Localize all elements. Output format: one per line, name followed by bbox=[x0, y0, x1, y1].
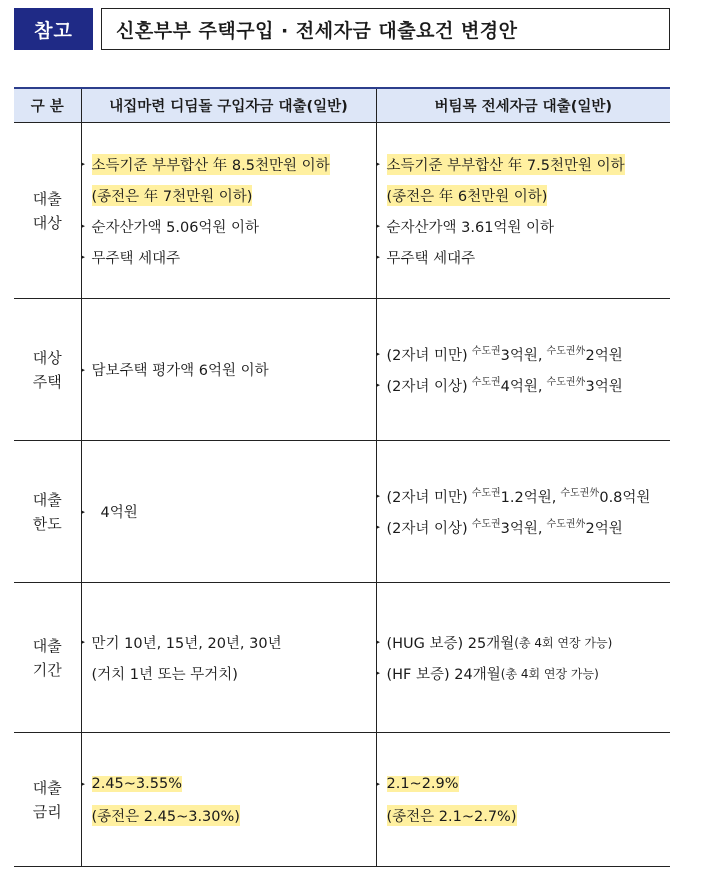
list-item bbox=[377, 481, 671, 512]
list-item bbox=[82, 242, 376, 273]
item-text: (2자녀 미만) bbox=[386, 347, 468, 364]
region-label: 수도권 bbox=[471, 345, 501, 357]
list-item bbox=[377, 769, 671, 800]
highlighted-text: (종전은 年 6천만원 이하) bbox=[387, 185, 548, 206]
list-item bbox=[377, 149, 671, 180]
highlighted-text: 소득기준 부부합산 年 7.5천만원 이하 bbox=[387, 154, 625, 175]
bullet-icon: ▸ bbox=[376, 492, 381, 500]
list-item bbox=[82, 354, 376, 385]
region-label: 수도권外 bbox=[546, 376, 586, 388]
bullet-icon: ▸ bbox=[376, 638, 381, 646]
highlighted-text: 2.1~2.9% bbox=[386, 776, 459, 792]
region-label: 수도권 bbox=[471, 376, 501, 388]
highlighted-text: 2.45~3.55% bbox=[91, 776, 182, 792]
item-text: 순자산가액 5.06억원 이하 bbox=[91, 219, 260, 236]
bullet-icon: ▸ bbox=[376, 350, 381, 358]
item-text: (2자녀 이상) bbox=[386, 378, 468, 395]
item-value: 2억원 bbox=[585, 347, 623, 364]
item-text: 무주택 세대주 bbox=[91, 250, 181, 267]
list-item bbox=[82, 149, 376, 180]
highlighted-text: (종전은 年 7천만원 이하) bbox=[92, 185, 253, 206]
item-text: (2자녀 이상) bbox=[386, 520, 468, 537]
cell-period-jeonse bbox=[376, 583, 670, 733]
column-header-jeonse-loan: 버팀목 전세자금 대출(일반) bbox=[376, 88, 670, 123]
list-item bbox=[82, 180, 376, 211]
region-label: 수도권 bbox=[471, 487, 501, 499]
table-row-rate bbox=[14, 733, 670, 867]
bullet-icon: ▸ bbox=[376, 253, 381, 261]
list-item bbox=[377, 242, 671, 273]
header bbox=[14, 8, 670, 50]
bullet-icon: ▸ bbox=[81, 222, 86, 230]
highlighted-text: 소득기준 부부합산 年 8.5천만원 이하 bbox=[92, 154, 330, 175]
table-row-period bbox=[14, 583, 670, 733]
row-label-line: 대출 bbox=[32, 778, 62, 797]
reference-badge: 참고 bbox=[14, 8, 93, 50]
row-label-rate bbox=[14, 733, 81, 867]
item-text: (거치 1년 또는 무거치) bbox=[91, 666, 238, 683]
cell-rate-purchase bbox=[81, 733, 376, 867]
list-item bbox=[377, 339, 671, 370]
bullet-icon: ▸ bbox=[376, 222, 381, 230]
item-note: (총 4회 연장 가능) bbox=[500, 666, 599, 681]
table-header-row bbox=[14, 88, 670, 123]
item-value: 3억원 bbox=[585, 378, 623, 395]
item-text: 담보주택 평가액 6억원 이하 bbox=[91, 363, 269, 379]
list-item bbox=[377, 370, 671, 401]
item-text: (HF 보증) 24개월 bbox=[386, 666, 501, 683]
row-label-line: 대출 bbox=[32, 636, 62, 655]
list-item bbox=[377, 512, 671, 543]
item-text: (2자녀 미만) bbox=[386, 489, 468, 506]
list-item bbox=[377, 658, 671, 689]
item-note: (총 4회 연장 가능) bbox=[514, 635, 613, 650]
cell-limit-jeonse bbox=[376, 441, 670, 583]
item-text: 만기 10년, 15년, 20년, 30년 bbox=[91, 635, 282, 652]
list-item bbox=[82, 211, 376, 242]
list-item bbox=[377, 800, 671, 831]
item-value: 3억원, bbox=[500, 347, 543, 364]
bullet-icon: ▸ bbox=[376, 160, 381, 168]
bullet-icon: ▸ bbox=[376, 780, 381, 788]
bullet-icon: ▸ bbox=[376, 523, 381, 531]
table-row-target bbox=[14, 123, 670, 299]
bullet-icon: ▸ bbox=[81, 638, 86, 646]
row-label-line: 대출 bbox=[32, 189, 62, 208]
list-item bbox=[377, 180, 671, 211]
item-text: 4억원 bbox=[100, 505, 138, 521]
column-header-purchase-loan: 내집마련 디딤돌 구입자금 대출(일반) bbox=[81, 88, 376, 123]
item-value: 1.2억원, bbox=[500, 489, 557, 506]
bullet-icon: ▸ bbox=[81, 780, 86, 788]
column-header-category: 구 분 bbox=[14, 88, 81, 123]
row-label-line: 대상 bbox=[32, 213, 62, 232]
region-label: 수도권外 bbox=[560, 487, 600, 499]
comparison-table bbox=[14, 87, 670, 867]
bullet-icon: ▸ bbox=[81, 365, 86, 374]
row-label-housing bbox=[14, 299, 81, 441]
region-label: 수도권 bbox=[471, 518, 501, 530]
item-value: 2억원 bbox=[585, 520, 623, 537]
table-row-housing bbox=[14, 299, 670, 441]
row-label-period bbox=[14, 583, 81, 733]
cell-period-purchase bbox=[81, 583, 376, 733]
list-item bbox=[82, 769, 376, 800]
page-title: 신혼부부 주택구입 · 전세자금 대출요건 변경안 bbox=[101, 8, 670, 50]
row-label-limit bbox=[14, 441, 81, 583]
bullet-icon: ▸ bbox=[376, 381, 381, 389]
item-value: 3억원, bbox=[500, 520, 543, 537]
bullet-icon: ▸ bbox=[376, 669, 381, 677]
list-item bbox=[377, 211, 671, 242]
row-label-line: 금리 bbox=[32, 802, 62, 821]
bullet-icon: ▸ bbox=[81, 253, 86, 261]
highlighted-text: (종전은 2.1~2.7%) bbox=[387, 805, 517, 826]
row-label-line: 주택 bbox=[32, 372, 62, 391]
list-item bbox=[82, 800, 376, 831]
cell-target-jeonse bbox=[376, 123, 670, 299]
bullet-icon: ▸ bbox=[81, 507, 86, 516]
item-text: 무주택 세대주 bbox=[386, 250, 476, 267]
item-text: (HUG 보증) 25개월 bbox=[386, 635, 515, 652]
row-label-line: 한도 bbox=[32, 514, 62, 533]
table-row-limit bbox=[14, 441, 670, 583]
row-label-line: 대출 bbox=[32, 490, 62, 509]
cell-housing-jeonse bbox=[376, 299, 670, 441]
row-label-line: 대상 bbox=[32, 348, 62, 367]
cell-target-purchase bbox=[81, 123, 376, 299]
list-item bbox=[377, 627, 671, 658]
row-label-target bbox=[14, 123, 81, 299]
item-value: 0.8억원 bbox=[599, 489, 651, 506]
row-label-line: 기간 bbox=[32, 660, 62, 679]
list-item bbox=[82, 496, 376, 527]
bullet-icon: ▸ bbox=[81, 160, 86, 168]
region-label: 수도권外 bbox=[546, 345, 586, 357]
list-item bbox=[82, 658, 376, 689]
cell-housing-purchase bbox=[81, 299, 376, 441]
item-value: 4억원, bbox=[500, 378, 543, 395]
cell-rate-jeonse bbox=[376, 733, 670, 867]
item-text: 순자산가액 3.61억원 이하 bbox=[386, 219, 555, 236]
region-label: 수도권外 bbox=[546, 518, 586, 530]
list-item bbox=[82, 627, 376, 658]
highlighted-text: (종전은 2.45~3.30%) bbox=[92, 805, 240, 826]
cell-limit-purchase bbox=[81, 441, 376, 583]
